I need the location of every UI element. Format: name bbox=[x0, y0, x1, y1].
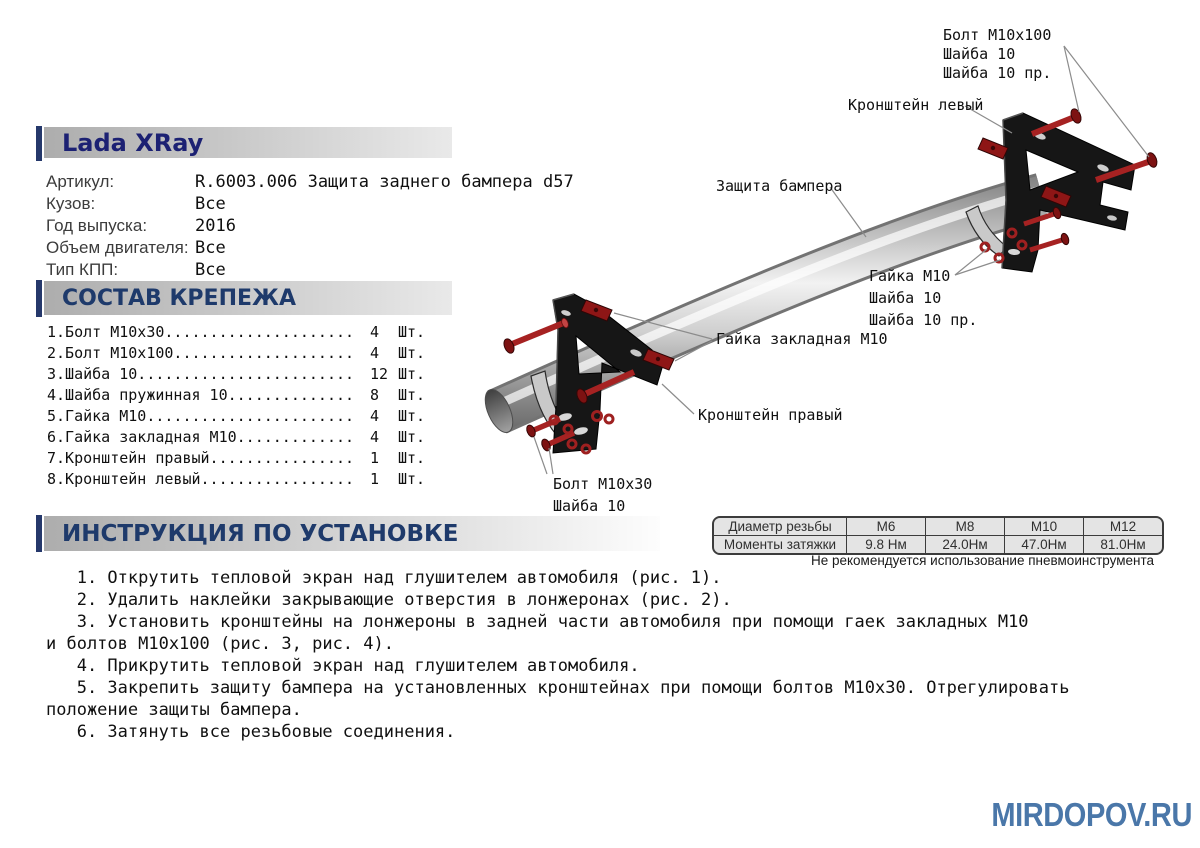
item-name: 7.Кронштейн правый................ bbox=[47, 449, 355, 467]
torque-header-cell: Диаметр резьбы bbox=[714, 518, 846, 535]
label-bolt-m10x100: Болт M10x100 bbox=[943, 26, 1052, 44]
item-unit: Шт. bbox=[398, 449, 426, 467]
list-item bbox=[47, 407, 467, 428]
item-qty: 1 bbox=[370, 449, 380, 467]
spec-label: Кузов: bbox=[46, 194, 96, 213]
fasteners-list bbox=[47, 323, 467, 491]
torque-value-cell: 47.0Нм bbox=[1005, 536, 1083, 553]
list-item bbox=[47, 323, 467, 344]
torque-note: Не рекомендуется использование пневмоинструмента bbox=[810, 553, 1154, 568]
spec-row-transmission bbox=[46, 260, 606, 282]
fasteners-accent-bar bbox=[36, 280, 42, 317]
item-qty: 8 bbox=[370, 386, 380, 404]
label-bracket-right: Кронштейн правый bbox=[698, 406, 843, 424]
spec-value: Все bbox=[195, 260, 226, 280]
list-item bbox=[47, 386, 467, 407]
list-item bbox=[47, 428, 467, 449]
torque-table bbox=[712, 516, 1164, 555]
torque-value-cell: 24.0Нм bbox=[926, 536, 1004, 553]
instruction-line: положение защиты бампера. bbox=[46, 700, 302, 720]
torque-value-cell: 9.8 Нм bbox=[847, 536, 925, 553]
spec-row-engine bbox=[46, 238, 606, 260]
label-washer-10-b: Шайба 10 bbox=[869, 289, 942, 307]
spec-label: Артикул: bbox=[46, 172, 115, 191]
instruction-line: 2. Удалить наклейки закрывающие отверстия в лонжеронах (рис. 2). bbox=[46, 590, 732, 610]
instruction-line: 3. Установить кронштейны на лонжероны в задней части автомобиля при помощи гаек закладных M10 bbox=[46, 612, 1029, 632]
item-unit: Шт. bbox=[398, 428, 426, 446]
item-name: 2.Болт M10x100.................... bbox=[47, 344, 355, 362]
site-watermark: MIRDOPOV.RU bbox=[991, 796, 1192, 833]
torque-row-label: Моменты затяжки bbox=[714, 536, 846, 553]
item-name: 8.Кронштейн левый................. bbox=[47, 470, 355, 488]
title-accent-bar bbox=[36, 126, 42, 161]
torque-value-cell: 81.0Нм bbox=[1084, 536, 1162, 553]
item-name: 3.Шайба 10........................ bbox=[47, 365, 355, 383]
spec-row-year bbox=[46, 216, 606, 238]
torque-header-cell: M6 bbox=[847, 518, 925, 535]
label-nut-m10: Гайка M10 bbox=[869, 267, 951, 285]
instructions-accent-bar bbox=[36, 515, 42, 552]
instruction-line: 6. Затянуть все резьбовые соединения. bbox=[46, 722, 456, 742]
item-name: 6.Гайка закладная M10............. bbox=[47, 428, 355, 446]
label-bracket-left: Кронштейн левый bbox=[848, 96, 984, 114]
item-name: 1.Болт M10x30..................... bbox=[47, 323, 355, 341]
label-bolt-m10x30: Болт M10x30 bbox=[553, 475, 653, 493]
item-unit: Шт. bbox=[398, 344, 426, 362]
spec-value: Все bbox=[195, 238, 226, 258]
page-title: Lada XRay bbox=[62, 129, 204, 157]
list-item bbox=[47, 344, 467, 365]
spec-row-article bbox=[46, 172, 606, 194]
item-qty: 1 bbox=[370, 470, 380, 488]
fasteners-title-bar bbox=[44, 281, 452, 315]
spec-value: Все bbox=[195, 194, 226, 214]
list-item bbox=[47, 470, 467, 491]
item-qty: 4 bbox=[370, 428, 380, 446]
fasteners-title: СОСТАВ КРЕПЕЖА bbox=[62, 286, 296, 311]
instruction-line: 4. Прикрутить тепловой экран над глушителем автомобиля. bbox=[46, 656, 640, 676]
label-washer-spring-b: Шайба 10 пр. bbox=[869, 311, 978, 329]
item-unit: Шт. bbox=[398, 407, 426, 425]
item-qty: 4 bbox=[370, 323, 380, 341]
title-bar bbox=[44, 127, 452, 158]
item-unit: Шт. bbox=[398, 470, 426, 488]
item-unit: Шт. bbox=[398, 365, 426, 383]
torque-header-cell: M8 bbox=[926, 518, 1004, 535]
spec-label: Объем двигателя: bbox=[46, 238, 189, 257]
spec-row-body bbox=[46, 194, 606, 216]
item-name: 5.Гайка M10....................... bbox=[47, 407, 355, 425]
item-qty: 12 bbox=[370, 365, 389, 383]
label-washer-10-a: Шайба 10 bbox=[943, 45, 1016, 63]
instructions-title-bar bbox=[44, 516, 660, 551]
instruction-line: 5. Закрепить защиту бампера на установленных кронштейнах при помощи болтов M10x30. Отрегулировать bbox=[46, 678, 1070, 698]
list-item bbox=[47, 365, 467, 386]
spec-value: R.6003.006 Защита заднего бампера d57 bbox=[195, 172, 574, 192]
spec-value: 2016 bbox=[195, 216, 236, 236]
label-embedded-nut: Гайка закладная M10 bbox=[716, 330, 888, 348]
vehicle-specs bbox=[46, 172, 606, 282]
list-item bbox=[47, 449, 467, 470]
spec-label: Тип КПП: bbox=[46, 260, 119, 279]
torque-header-cell: M12 bbox=[1084, 518, 1162, 535]
label-washer-10-c: Шайба 10 bbox=[553, 497, 626, 515]
item-unit: Шт. bbox=[398, 323, 426, 341]
item-qty: 4 bbox=[370, 407, 380, 425]
label-washer-spring-a: Шайба 10 пр. bbox=[943, 64, 1052, 82]
instruction-line: и болтов M10x100 (рис. 3, рис. 4). bbox=[46, 634, 394, 654]
instructions-title: ИНСТРУКЦИЯ ПО УСТАНОВКЕ bbox=[62, 521, 459, 547]
torque-header-cell: M10 bbox=[1005, 518, 1083, 535]
instruction-line: 1. Открутить тепловой экран над глушителем автомобиля (рис. 1). bbox=[46, 568, 722, 588]
spec-label: Год выпуска: bbox=[46, 216, 148, 235]
item-unit: Шт. bbox=[398, 386, 426, 404]
item-name: 4.Шайба пружинная 10.............. bbox=[47, 386, 355, 404]
instructions-text bbox=[46, 568, 1166, 744]
label-bumper-guard: Защита бампера bbox=[716, 177, 843, 195]
item-qty: 4 bbox=[370, 344, 380, 362]
